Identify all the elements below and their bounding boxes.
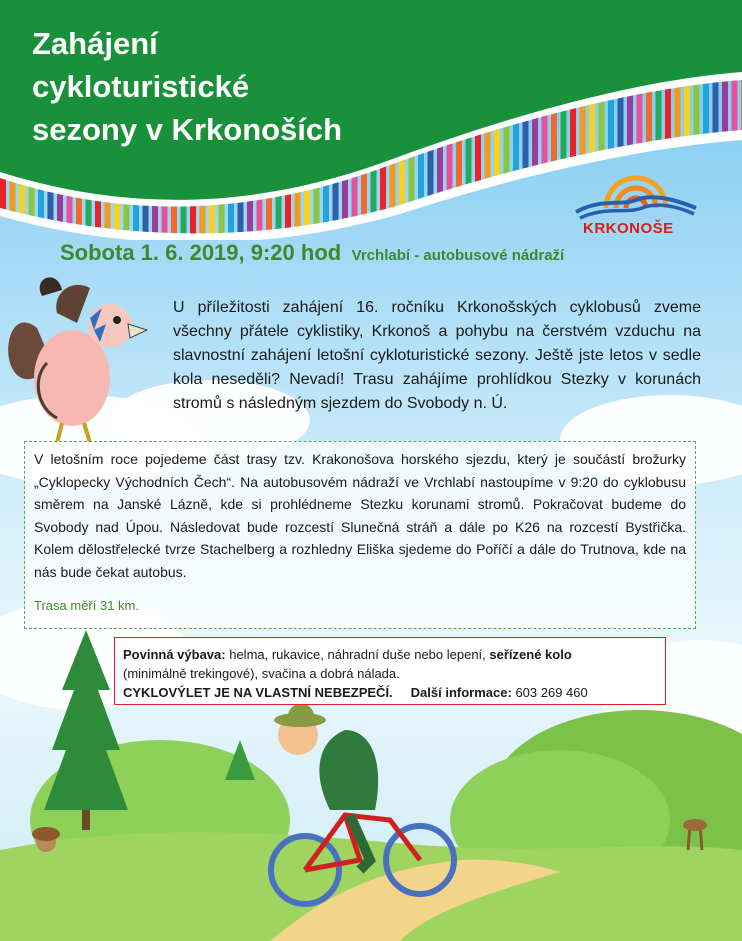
equipment-label: Povinná výbava: bbox=[123, 647, 226, 662]
intro-paragraph: U příležitosti zahájení 16. ročníku Krkonošských cyklobusů zveme všechny přátele cyklistiky, Krkonoš a pohybu na čerstvém vzduchu na slavnostní zahájení letošní cykloturistické sezony. Ještě jste letos v sedle kola neseděli? Nevadí! Trasu zahájíme prohlídkou Stezky v korunách stromů s následným sjezdem do Svobody n. Ú. bbox=[173, 299, 701, 412]
equipment-tail: (minimálně trekingové), svačina a dobrá nálada. bbox=[123, 666, 400, 681]
page-title bbox=[32, 22, 342, 151]
route-length: Trasa měří 31 km. bbox=[34, 598, 139, 613]
equipment-bike: seřízené kolo bbox=[489, 647, 572, 662]
banner-stripe bbox=[713, 60, 719, 240]
title-line: Zahájení bbox=[32, 26, 158, 61]
equipment-items: helma, rukavice, náhradní duše nebo lepení, bbox=[225, 647, 490, 662]
route-description: V letošním roce pojedeme část trasy tzv. Krakonošova horského sjezdu, který je součástí brožurky „Cyklopecky Východních Čech“. Na autobusovém nádraží ve Vrchlabí nastoupíme v 9:20 do cyklobusu směrem na Janské Lázně, kde si prohlédneme Stezku korunami stromů. Pokračovat budeme do Svobody nad Úpou. Následovat bude rozcestí Slunečná stráň a dále po K26 na rozcestí Bystřička. Kolem dělostřelecké tvrze Stachelberg a rozhledny Eliška sjedeme do Poříčí a dále do Trutnova, kde na nás bude čekat autobus. bbox=[34, 451, 686, 580]
info-phone: 603 269 460 bbox=[511, 685, 588, 700]
banner-stripe bbox=[732, 60, 738, 240]
jay-bird-illustration bbox=[2, 268, 152, 448]
warning-line bbox=[123, 685, 588, 700]
equipment-text bbox=[123, 645, 663, 683]
logo-text: KRKONOŠE bbox=[583, 220, 674, 237]
event-info bbox=[60, 240, 564, 266]
warning-text: CYKLOVÝLET JE NA VLASTNÍ NEBEZPEČÍ. bbox=[123, 685, 393, 700]
title-line: cykloturistické bbox=[32, 69, 250, 104]
title-line: sezony v Krkonoších bbox=[32, 112, 343, 147]
info-label: Další informace: bbox=[410, 685, 512, 700]
event-date: Sobota 1. 6. 2019, 9:20 hod bbox=[60, 240, 342, 265]
event-place: Vrchlabí - autobusové nádraží bbox=[351, 247, 565, 264]
banner-stripe bbox=[722, 60, 728, 240]
